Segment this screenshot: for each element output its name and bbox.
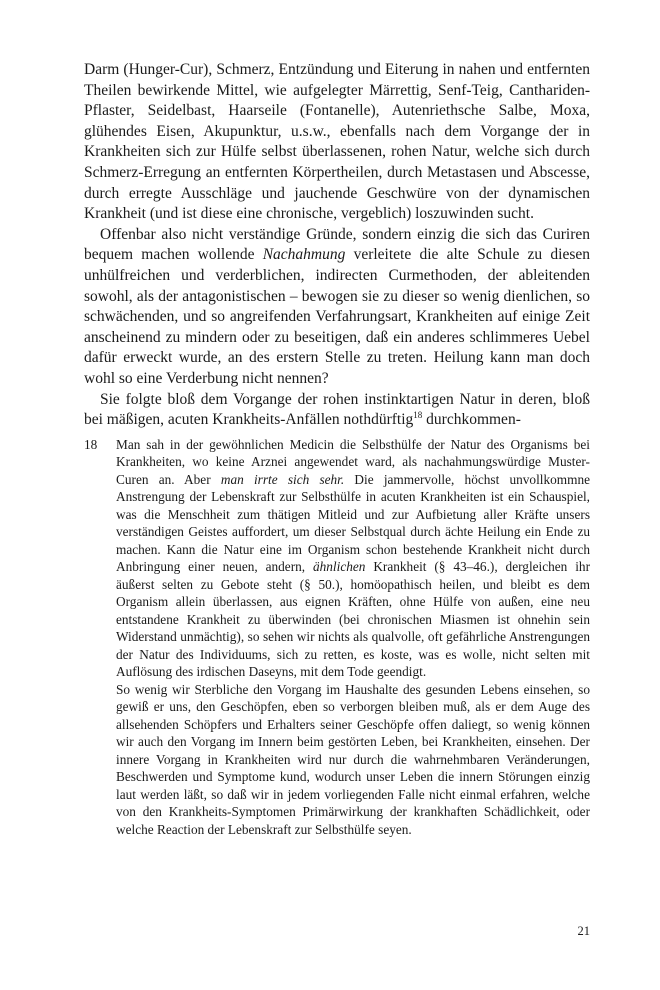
footnote (84, 436, 590, 839)
footnote-p1-part-c: Krankheit (§ 43–46.), dergleichen ihr äußerst selten zu Gebote steht (§ 50.), homöopathisch heilen, und bleibt es dem Organism allein überlassen, aus eignen Kräften, ohne Hülfe von außen, eine neu entstandene Krankheit zu überwinden (bei chronischen Miasmen ist ohnehin sein Widerstand unmächtig), so sehen wir nichts als qualvolle, oft gefährliche Anstrengungen der Natur des Individuums, sich zu retten, es koste, was es wolle, nicht selten mit Auflösung des irdischen Daseyns, mit dem Tode geendigt. (116, 559, 590, 680)
paragraph-1: Darm (Hunger-Cur), Schmerz, Entzündung und Eiterung in nahen und entfernten Theilen bewirkende Mittel, wie aufgelegter Märrettig, Senf-Teig, Canthariden-Pflaster, Seidelbast, Haarseile (Fontanelle), Autenriethsche Salbe, Moxa, glühendes Eisen, Akupunktur, u.s.w., ebenfalls nach dem Vorgange der in Krankheiten sich zur Hülfe selbst überlassenen, rohen Natur, welche sich durch Schmerz-Erregung an entfernten Körpertheilen, durch Metastasen und Abscesse, durch erregte Ausschläge und jauchende Geschwüre von der dynamischen Krankheit (und ist diese eine chronische, vergeblich) loszuwinden sucht. (84, 61, 590, 223)
footnote-p1-emphasis-1: man irrte sich sehr. (220, 471, 345, 487)
page-number: 21 (577, 924, 590, 938)
footnote-reference[interactable]: 18 (413, 410, 423, 421)
paragraph-2-emphasis: Nachahmung (262, 246, 346, 264)
footnote-paragraph-1 (116, 436, 590, 681)
footnote-number: 18 (84, 436, 98, 452)
paragraph-3-part-b: durchkommen- (422, 411, 521, 429)
footnote-p1-part-b: Die jammervolle, höchst unvollkommne Anstrengung der Lebenskraft zur Selbsthülfe in acuten Krankheiten ist ein Schauspiel, was die Menschheit zum thätigen Mitleid und zur Aufbietung aller Kräfte unsers verständigen Geistes auffordert, um dieser Selbstqual durch ächte Heilung ein Ende zu machen. Kann die Natur eine im Organism schon bestehende Krankheit nicht durch Anbringung einer neuen, andern, (116, 471, 590, 575)
paragraph-2 (84, 225, 590, 390)
main-text (84, 60, 590, 431)
footnote-paragraph-2: So wenig wir Sterbliche den Vorgang im Haushalte des gesunden Lebens einsehen, so gewiß er uns, den Geschöpfen, eben so verborgen bleiben muß, als er dem Auge des allsehenden Schöpfers und Erhalters seiner Geschöpfe offen daliegt, so wenig können wir auch den Vorgang im Innern beim gestörten Leben, bei Krankheiten, einsehen. Der innere Vorgang in Krankheiten wird nur durch die wahrnehmbaren Veränderungen, Beschwerden und Symptome kund, wodurch unser Leben die innern Störungen einzig laut werden läßt, so daß wir in jedem vorliegenden Falle nicht einmal erfahren, welche von den Krankheits-Symptomen Primärwirkung der krankhaften Schädlichkeit, oder welche Reaction der Lebenskraft zur Selbsthülfe seyen. (116, 681, 590, 837)
paragraph-3 (84, 390, 590, 431)
paragraph-3-part-a: Sie folgte bloß dem Vorgange der rohen instinktartigen Natur in deren, bloß bei mäßigen, acuten Krankheits-Anfällen nothdürftig (84, 390, 590, 429)
paragraph-2-part-b: verleitete die alte Schule zu diesen unhülfreichen und verderblichen, indirecten Curmethoden, der ableitenden sowohl, als der antagonistischen – bewogen sie zu dieser so wenig dienlichen, so schwächenden, und so angreifenden Verfahrungsart, Krankheiten auf einige Zeit anscheinend zu mindern oder zu beseitigen, daß ein anderes schlimmeres Uebel dafür erweckt wurde, an des erstern Stelle zu treten. Heilung kann man doch wohl so eine Verderbung nicht nennen? (84, 246, 590, 387)
page-content (84, 60, 590, 838)
footnote-p1-part-a: Man sah in der gewöhnlichen Medicin die Selbsthülfe der Natur des Organisms bei Krankheiten, wo keine Arznei angewendet ward, als nachahmungswürdige Muster-Curen an. Aber (116, 436, 590, 487)
footnote-p1-emphasis-2: ähnlichen (312, 559, 366, 575)
paragraph-2-part-a: Offenbar also nicht verständige Gründe, sondern einzig die sich das Curiren bequem machen wollende (84, 225, 590, 264)
